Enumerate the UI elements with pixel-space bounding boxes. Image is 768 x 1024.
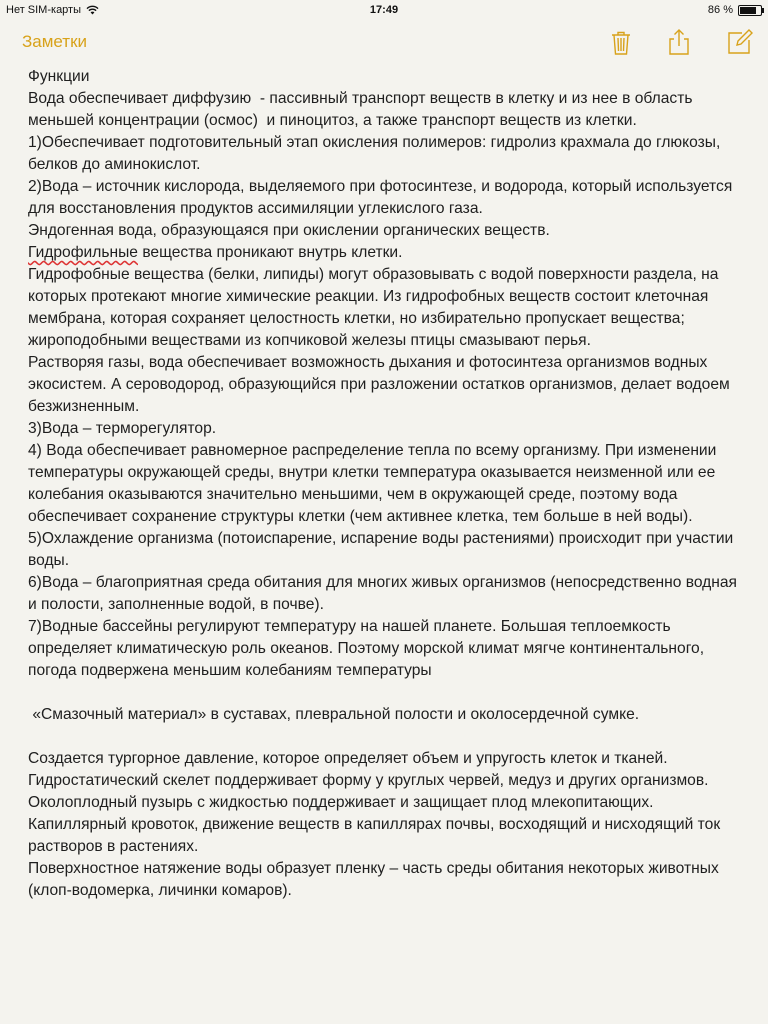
compose-icon[interactable] <box>726 28 754 56</box>
note-line: Околоплодный пузырь с жидкостью поддерживает и защищает плод млекопитающих. <box>28 794 654 811</box>
note-line: Капиллярный кровоток, движение веществ в капиллярах почвы, восходящий и нисходящий ток растворов в растениях. <box>28 816 725 855</box>
spellcheck-word[interactable]: Гидрофильные <box>28 244 138 261</box>
status-bar <box>0 0 768 20</box>
note-line <box>28 682 738 704</box>
note-line: Вода обеспечивает диффузию - пассивный транспорт веществ в клетку и из нее в область меньшей концентрации (осмос) и пиноцитоз, а также транспорт веществ из клетки. <box>28 90 697 129</box>
note-line: Функции <box>28 68 90 85</box>
note-line: Гидрофобные вещества (белки, липиды) могут образовывать с водой поверхности раздела, на которых протекают многие химические реакции. Из гидрофобных веществ состоит клеточная мембрана, которая сохраняет целостность клетки, но избирательно пропускает вещества; жироподобными веществами из копчиковой железы птицы смазывают перья. <box>28 266 723 349</box>
note-line: 3)Вода – терморегулятор. <box>28 420 217 437</box>
battery-icon <box>738 5 762 16</box>
notes-back-button[interactable]: Заметки <box>22 32 88 51</box>
note-line: 1)Обеспечивает подготовительный этап окисления полимеров: гидролиз крахмала до глюкозы, белков до аминокислот. <box>28 134 725 173</box>
share-icon[interactable] <box>665 28 693 56</box>
note-content[interactable] <box>28 66 742 902</box>
note-line: 4) Вода обеспечивает равномерное распределение тепла по всему организму. При изменении температуры окружающей среды, внутри клетки температура оказывается неизменной или ее колебания оказываются значительно меньшими, чем в окружающей среде, поэтому вода обеспечивает сохранение структуры клетки (чем активнее клетка, тем больше в ней воды). <box>28 442 721 525</box>
note-line: «Смазочный материал» в суставах, плевральной полости и околосердечной сумке. <box>28 706 640 723</box>
note-line: 2)Вода – источник кислорода, выделяемого при фотосинтезе, и водорода, который используется для восстановления продуктов ассимиляции углекислого газа. <box>28 178 737 217</box>
note-line: Поверхностное натяжение воды образует пленку – часть среды обитания некоторых животных (клоп-водомерка, личинки комаров). <box>28 860 724 899</box>
note-line: Гидрофильные вещества проникают внутрь клетки. <box>28 244 403 261</box>
status-right <box>708 4 762 16</box>
nav-bar <box>0 20 768 64</box>
note-line: Создается тургорное давление, которое определяет объем и упругость клеток и тканей. <box>28 750 668 767</box>
note-line: Гидростатический скелет поддерживает форму у круглых червей, медуз и других организмов. <box>28 772 709 789</box>
battery-percent: 86 % <box>707 4 733 16</box>
battery-fill <box>740 7 756 14</box>
note-line: 6)Вода – благоприятная среда обитания для многих живых организмов (непосредственно водная и полости, заполненные водой, в почве). <box>28 574 742 613</box>
note-line: Растворяя газы, вода обеспечивает возможность дыхания и фотосинтеза организмов водных экосистем. А сероводород, образующийся при разложении остатков организмов, делает водоем безжизненным. <box>28 354 735 415</box>
note-line: 7)Водные бассейны регулируют температуру на нашей планете. Большая теплоемкость определяет климатическую роль океанов. Поэтому морской климат мягче континентального, погода подвержена меньшим колебаниям температуры <box>28 618 709 679</box>
trash-icon[interactable] <box>607 28 635 56</box>
clock: 17:49 <box>369 4 399 16</box>
note-line: 5)Охлаждение организма (потоиспарение, испарение воды растениями) происходит при участии воды. <box>28 530 738 569</box>
note-line <box>28 726 738 748</box>
note-line: Эндогенная вода, образующаяся при окислении органических веществ. <box>28 222 550 239</box>
carrier-label: Нет SIM-карты <box>6 4 82 16</box>
